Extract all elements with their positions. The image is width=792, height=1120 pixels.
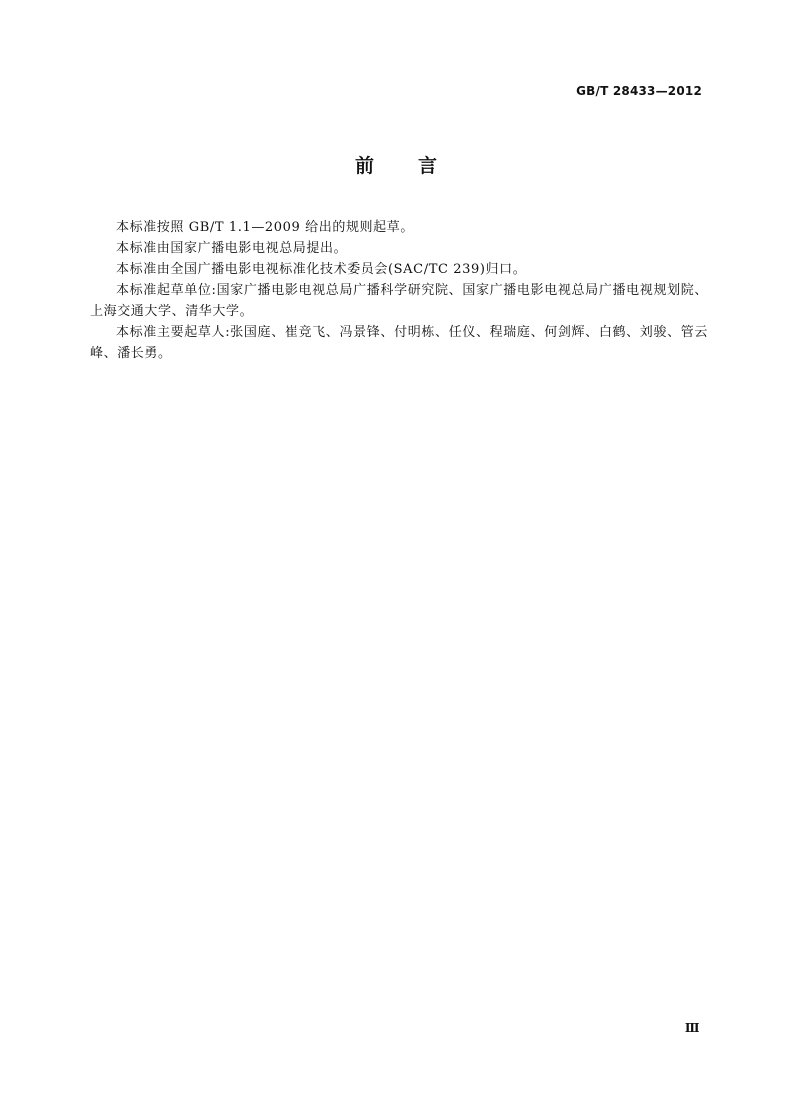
paragraph-drafting-units: 本标准起草单位:国家广播电影电视总局广播科学研究院、国家广播电影电视总局广播电视规划院、上海交通大学、清华大学。 [90,283,708,319]
paragraph-drafters: 本标准主要起草人:张国庭、崔竞飞、冯景锋、付明栋、任仪、程瑞庭、何剑辉、白鹤、刘骏、管云峰、潘长勇。 [90,325,708,361]
section-title: 前言 [354,155,481,177]
page-number: Ⅲ [684,1021,699,1035]
paragraph-committee: 本标准由全国广播电影电视标准化技术委员会(SAC/TC 239)归口。 [116,262,527,277]
paragraph-proposer: 本标准由国家广播电影电视总局提出。 [116,241,348,256]
standard-code: GB/T 28433—2012 [576,84,702,98]
paragraph-drafting-rules: 本标准按照 GB/T 1.1—2009 给出的规则起草。 [116,220,414,235]
foreword-body [90,217,708,364]
